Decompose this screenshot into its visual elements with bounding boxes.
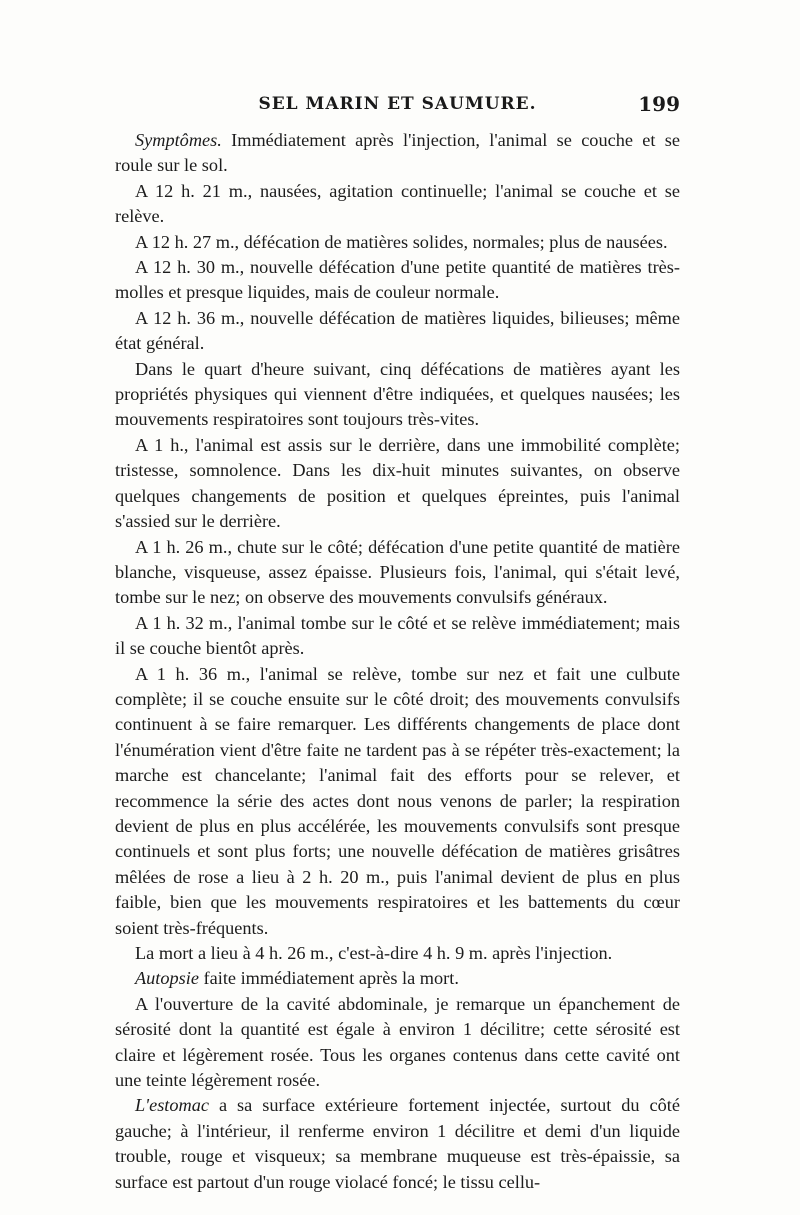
paragraph-text: La mort a lieu à 4 h. 26 m., c'est-à-dire 4 h. 9 m. après l'injection. <box>135 943 613 963</box>
paragraph <box>115 941 680 966</box>
paragraph <box>115 179 680 230</box>
paragraph <box>115 230 680 255</box>
page-number: 199 <box>638 92 680 116</box>
paragraph-text: A 1 h. 26 m., chute sur le côté; défécation d'une petite quantité de matière blanche, visqueuse, assez épaisse. Plusieurs fois, l'animal, qui s'était levé, tombe sur le nez; on observe des mouvements convulsifs généraux. <box>115 536 680 608</box>
paragraph <box>115 662 680 941</box>
paragraph-text: A 12 h. 21 m., nausées, agitation continuelle; l'animal se couche et se relève. <box>115 180 680 227</box>
paragraph-symptomes <box>115 128 680 179</box>
page-header <box>115 92 680 118</box>
paragraph <box>115 611 680 662</box>
paragraph <box>115 433 680 535</box>
paragraph-autopsie <box>115 966 680 991</box>
paragraph <box>115 357 680 433</box>
paragraph-text: A 1 h., l'animal est assis sur le derrière, dans une immobilité complète; tristesse, somnolence. Dans les dix-huit minutes suivantes, on observe quelques changements de position et quelques épreintes, puis l'animal s'assied sur le derrière. <box>115 434 680 532</box>
body-text <box>115 128 680 1195</box>
paragraph-text: Immédiatement après l'injection, l'animal se couche et se roule sur le sol. <box>115 130 680 176</box>
paragraph-text: A 12 h. 36 m., nouvelle défécation de matières liquides, bilieuses; même état général. <box>115 307 680 354</box>
paragraph-text: A 1 h. 36 m., l'animal se relève, tombe sur nez et fait une culbute complète; il se couche ensuite sur le côté droit; des mouvements convulsifs continuent à se faire remarquer. Les différents changements de place dont l'énumération vient d'être faite ne tardent pas à se répéter très-exactement; la marche est chancelante; l'animal fait des efforts pour se relever, et recommence la série des actes dont nous venons de parler; la respiration devient de plus en plus accélérée, les mouvements convulsifs sont presque continuels et sont plus forts; une nouvelle défécation de matières grisâtres mêlées de rose a lieu à 2 h. 20 m., puis l'animal devient de plus en plus faible, bien que les mouvements respiratoires et les battements du cœur soient très-fréquents. <box>115 663 680 938</box>
paragraph-text: Dans le quart d'heure suivant, cinq défécations de matières ayant les propriétés physiques qui viennent d'être indiquées, et quelques nausées; les mouvements respiratoires sont toujours très-vites. <box>115 358 680 430</box>
paragraph <box>115 306 680 357</box>
paragraph-text: A l'ouverture de la cavité abdominale, je remarque un épanchement de sérosité dont la quantité est égale à environ 1 décilitre; cette sérosité est claire et légèrement rosée. Tous les organes contenus dans cette cavité ont une teinte légèrement rosée. <box>115 993 680 1091</box>
paragraph-text: faite immédiatement après la mort. <box>198 968 459 989</box>
paragraph-lead: L'estomac <box>135 1095 209 1116</box>
paragraph <box>115 255 680 306</box>
paragraph <box>115 535 680 611</box>
paragraph-lead: Autopsie <box>135 968 199 989</box>
paragraph-text: A 12 h. 30 m., nouvelle défécation d'une petite quantité de matières très-molles et presque liquides, mais de couleur normale. <box>115 257 680 303</box>
paragraph-text: A 1 h. 32 m., l'animal tombe sur le côté et se relève immédiatement; mais il se couche bientôt après. <box>115 612 680 659</box>
paragraph-estomac <box>115 1093 680 1195</box>
paragraph-lead: Symptômes. <box>135 130 222 150</box>
running-title: SEL MARIN ET SAUMURE. <box>258 94 537 114</box>
paragraph-text: A 12 h. 27 m., défécation de matières solides, normales; plus de nausées. <box>135 231 668 252</box>
paragraph-text: a sa surface extérieure fortement injectée, surtout du côté gauche; à l'intérieur, il renferme environ 1 décilitre et demi d'un liquide trouble, rouge et visqueux; sa membrane muqueuse est très-épaissie, sa surface est partout d'un rouge violacé foncé; le tissu cellu- <box>115 1095 680 1192</box>
paragraph <box>115 992 680 1094</box>
